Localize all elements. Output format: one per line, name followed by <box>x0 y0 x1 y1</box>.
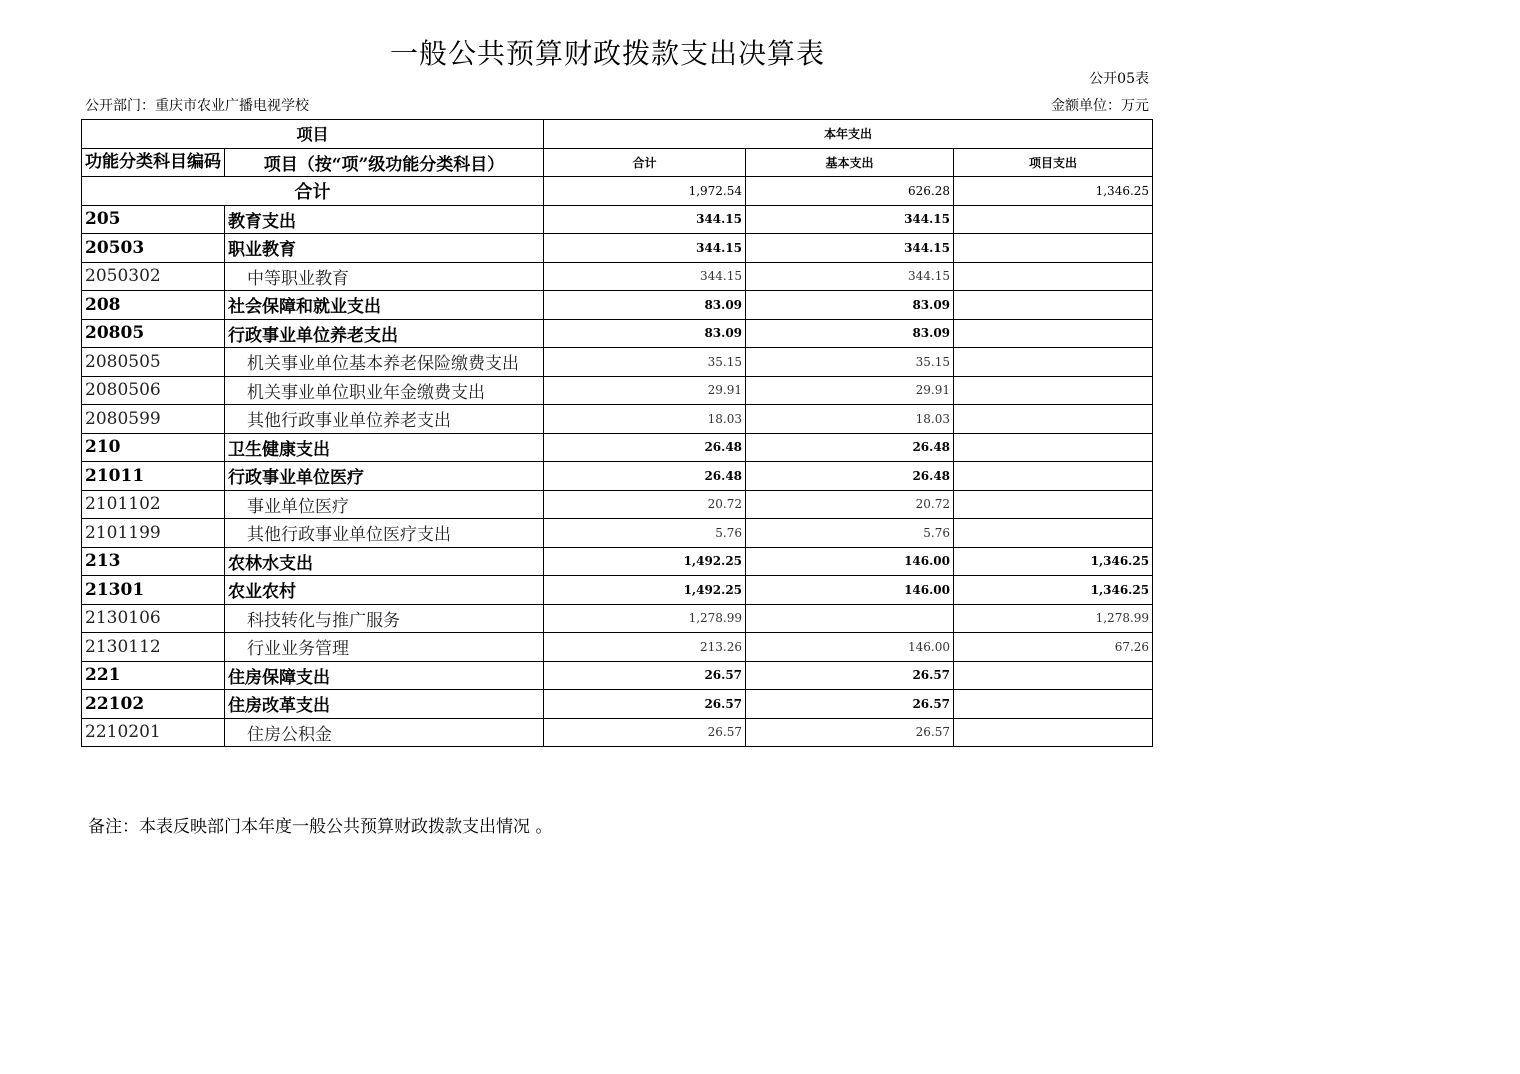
table-row <box>82 490 1153 519</box>
header-basic: 基本支出 <box>746 148 954 177</box>
total-basic: 626.28 <box>746 177 954 206</box>
row-total: 5.76 <box>544 519 746 548</box>
row-basic: 344.15 <box>746 262 954 291</box>
table-row <box>82 433 1153 462</box>
row-project <box>954 661 1153 690</box>
header-code: 功能分类科目编码 <box>82 148 225 177</box>
row-basic: 344.15 <box>746 205 954 234</box>
row-name: 社会保障和就业支出 <box>225 291 544 320</box>
header-name: 项目（按“项”级功能分类科目） <box>225 148 544 177</box>
row-basic: 18.03 <box>746 405 954 434</box>
row-total: 1,492.25 <box>544 576 746 605</box>
row-basic: 26.57 <box>746 661 954 690</box>
row-basic: 146.00 <box>746 547 954 576</box>
row-code: 221 <box>82 661 225 690</box>
row-basic: 83.09 <box>746 291 954 320</box>
total-row <box>82 177 1153 206</box>
row-name: 科技转化与推广服务 <box>225 604 544 633</box>
row-project <box>954 348 1153 377</box>
row-code: 2210201 <box>82 718 225 747</box>
row-code: 2080599 <box>82 405 225 434</box>
row-name: 中等职业教育 <box>225 262 544 291</box>
table-row <box>82 205 1153 234</box>
row-code: 210 <box>82 433 225 462</box>
row-basic: 26.57 <box>746 718 954 747</box>
row-basic: 26.48 <box>746 433 954 462</box>
header-project: 项目 <box>82 120 544 149</box>
row-code: 2101199 <box>82 519 225 548</box>
table-row <box>82 348 1153 377</box>
row-code: 2130112 <box>82 633 225 662</box>
row-basic: 146.00 <box>746 576 954 605</box>
row-total: 26.57 <box>544 718 746 747</box>
row-name: 事业单位医疗 <box>225 490 544 519</box>
row-total: 20.72 <box>544 490 746 519</box>
table-row <box>82 690 1153 719</box>
row-project <box>954 462 1153 491</box>
row-name: 机关事业单位职业年金缴费支出 <box>225 376 544 405</box>
row-total: 344.15 <box>544 262 746 291</box>
table-row <box>82 547 1153 576</box>
table-row <box>82 718 1153 747</box>
row-project <box>954 376 1153 405</box>
row-project <box>954 205 1153 234</box>
row-name: 机关事业单位基本养老保险缴费支出 <box>225 348 544 377</box>
row-total: 344.15 <box>544 205 746 234</box>
row-project <box>954 262 1153 291</box>
row-code: 2101102 <box>82 490 225 519</box>
table-row <box>82 519 1153 548</box>
row-project <box>954 519 1153 548</box>
page-title: 一般公共预算财政拨款支出决算表 <box>390 37 826 70</box>
header-row-columns <box>82 148 1153 177</box>
table-row <box>82 319 1153 348</box>
row-total: 18.03 <box>544 405 746 434</box>
table-row <box>82 262 1153 291</box>
row-code: 213 <box>82 547 225 576</box>
table-row <box>82 291 1153 320</box>
row-total: 35.15 <box>544 348 746 377</box>
row-name: 农林水支出 <box>225 547 544 576</box>
row-name: 农业农村 <box>225 576 544 605</box>
row-code: 20805 <box>82 319 225 348</box>
table-row <box>82 405 1153 434</box>
row-code: 2080505 <box>82 348 225 377</box>
row-basic: 26.57 <box>746 690 954 719</box>
row-code: 205 <box>82 205 225 234</box>
unit-label: 金额单位：万元 <box>1051 98 1149 114</box>
row-basic: 5.76 <box>746 519 954 548</box>
table-row <box>82 604 1153 633</box>
row-basic: 20.72 <box>746 490 954 519</box>
row-basic: 35.15 <box>746 348 954 377</box>
row-project <box>954 405 1153 434</box>
row-basic <box>746 604 954 633</box>
row-total: 26.57 <box>544 661 746 690</box>
form-code: 公开05表 <box>1089 71 1149 87</box>
row-project <box>954 433 1153 462</box>
row-total: 1,278.99 <box>544 604 746 633</box>
row-project: 1,278.99 <box>954 604 1153 633</box>
table-row <box>82 234 1153 263</box>
footnote: 备注：本表反映部门本年度一般公共预算财政拨款支出情况 。 <box>88 817 553 837</box>
row-project <box>954 291 1153 320</box>
department-label: 公开部门：重庆市农业广播电视学校 <box>85 98 309 114</box>
total-total: 1,972.54 <box>544 177 746 206</box>
row-code: 22102 <box>82 690 225 719</box>
row-total: 26.48 <box>544 462 746 491</box>
header-row-top <box>82 120 1153 149</box>
row-name: 其他行政事业单位养老支出 <box>225 405 544 434</box>
row-code: 20503 <box>82 234 225 263</box>
row-name: 行政事业单位养老支出 <box>225 319 544 348</box>
total-project: 1,346.25 <box>954 177 1153 206</box>
header-current-year: 本年支出 <box>544 120 1153 149</box>
row-basic: 83.09 <box>746 319 954 348</box>
row-code: 2130106 <box>82 604 225 633</box>
row-basic: 344.15 <box>746 234 954 263</box>
row-name: 职业教育 <box>225 234 544 263</box>
row-name: 卫生健康支出 <box>225 433 544 462</box>
row-total: 344.15 <box>544 234 746 263</box>
row-total: 83.09 <box>544 291 746 320</box>
row-project <box>954 690 1153 719</box>
row-basic: 26.48 <box>746 462 954 491</box>
row-total: 1,492.25 <box>544 547 746 576</box>
total-label: 合计 <box>82 177 544 206</box>
row-code: 21301 <box>82 576 225 605</box>
row-name: 住房保障支出 <box>225 661 544 690</box>
row-total: 26.48 <box>544 433 746 462</box>
row-total: 83.09 <box>544 319 746 348</box>
row-project <box>954 319 1153 348</box>
row-code: 21011 <box>82 462 225 491</box>
row-name: 教育支出 <box>225 205 544 234</box>
header-project-expenditure: 项目支出 <box>954 148 1153 177</box>
row-code: 2050302 <box>82 262 225 291</box>
row-name: 行政事业单位医疗 <box>225 462 544 491</box>
row-basic: 29.91 <box>746 376 954 405</box>
row-project: 1,346.25 <box>954 576 1153 605</box>
expenditure-table <box>81 119 1153 747</box>
table-row <box>82 661 1153 690</box>
table-row <box>82 462 1153 491</box>
row-code: 2080506 <box>82 376 225 405</box>
table-row <box>82 633 1153 662</box>
row-project <box>954 718 1153 747</box>
row-project <box>954 490 1153 519</box>
row-basic: 146.00 <box>746 633 954 662</box>
row-name: 行业业务管理 <box>225 633 544 662</box>
row-name: 住房公积金 <box>225 718 544 747</box>
row-project: 67.26 <box>954 633 1153 662</box>
row-total: 26.57 <box>544 690 746 719</box>
header-total: 合计 <box>544 148 746 177</box>
table-row <box>82 576 1153 605</box>
row-code: 208 <box>82 291 225 320</box>
row-name: 住房改革支出 <box>225 690 544 719</box>
table-row <box>82 376 1153 405</box>
row-name: 其他行政事业单位医疗支出 <box>225 519 544 548</box>
row-total: 29.91 <box>544 376 746 405</box>
row-project <box>954 234 1153 263</box>
row-total: 213.26 <box>544 633 746 662</box>
row-project: 1,346.25 <box>954 547 1153 576</box>
